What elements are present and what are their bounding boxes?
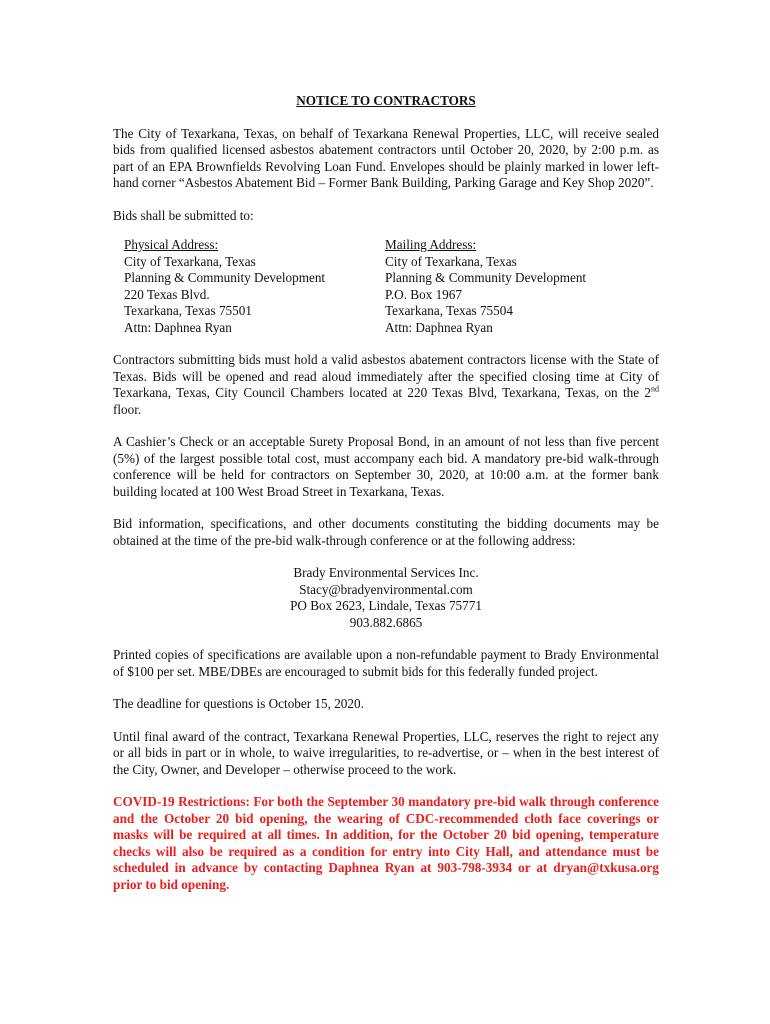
address-line: Texarkana, Texas 75501 (124, 303, 252, 318)
brady-phone: 903.882.6865 (349, 614, 423, 630)
physical-address-heading: Physical Address: (124, 237, 219, 252)
intro-paragraph: The City of Texarkana, Texas, on behalf of Texarkana Renewal Properties, LLC, will receive sealed bids from qualified licensed asbestos abatement contractors until October 20, 2020, by 2:00 p.m. as part of an EPA Brownfields Revolving Loan Fund. Envelopes should be plainly marked in lower left-hand corner “Asbestos Abatement Bid – Former Bank Building, Parking Garage and Key Shop 2020”. (113, 125, 659, 190)
physical-address (124, 237, 385, 336)
brady-email: Stacy@bradyenvironmental.com (299, 581, 473, 597)
address-line: Attn: Daphnea Ryan (385, 319, 493, 335)
address-line: Attn: Daphnea Ryan (124, 319, 232, 335)
brady-contact (113, 565, 659, 631)
submit-to-label: Bids shall be submitted to: (113, 207, 254, 223)
address-line: Planning & Community Development (385, 270, 587, 285)
address-line: City of Texarkana, Texas (385, 253, 517, 269)
covid-restrictions: COVID-19 Restrictions: For both the September 30 mandatory pre-bid walk through conference and the October 20 bid opening, the wearing of CDC-recommended cloth face coverings or masks will be required at all times. In addition, for the October 20 bid opening, temperature checks will also be required as a condition for entry into City Hall, and attendance must be scheduled in advance by contacting Daphnea Ryan at 903-798-3934 or at dryan@txkusa.org prior to bid opening. (113, 794, 659, 892)
brady-address: PO Box 2623, Lindale, Texas 75771 (290, 598, 482, 613)
printed-copies-paragraph: Printed copies of specifications are available upon a non-refundable payment to Brady Environmental of $100 per set. MBE/DBEs are encouraged to submit bids for this federally funded project. (113, 647, 659, 679)
document-page (113, 93, 659, 893)
mailing-address (385, 237, 646, 336)
address-line: Planning & Community Development (124, 270, 326, 285)
deadline-paragraph: The deadline for questions is October 15, 2020. (113, 696, 364, 711)
brady-name: Brady Environmental Services Inc. (293, 565, 479, 580)
mailing-address-heading: Mailing Address: (385, 237, 477, 252)
license-paragraph (113, 352, 659, 418)
address-line: P.O. Box 1967 (385, 286, 462, 302)
notice-title: NOTICE TO CONTRACTORS (296, 93, 476, 108)
address-line: Texarkana, Texas 75504 (385, 303, 513, 318)
address-line: City of Texarkana, Texas (124, 253, 256, 269)
bond-paragraph: A Cashier’s Check or an acceptable Surety Proposal Bond, in an amount of not less than five percent (5%) of the largest possible total cost, must accompany each bid. A mandatory pre-bid walk-through conference will be held for contractors on September 30, 2020, at 10:00 a.m. at the former bank building located at 100 West Broad Street in Texarkana, Texas. (113, 434, 659, 499)
license-tail: floor. (113, 401, 142, 417)
address-line: 220 Texas Blvd. (124, 286, 210, 302)
documents-paragraph: Bid information, specifications, and other documents constituting the bidding documents may be obtained at the time of the pre-bid walk-through conference or at the following address: (113, 516, 659, 548)
address-block (113, 237, 659, 336)
license-text: Contractors submitting bids must hold a valid asbestos abatement contractors license with the State of Texas. Bids will be opened and read aloud immediately after the specified closing time at City of Texarkana, Texas, City Council Chambers located at 220 Texas Blvd, Texarkana, Texas, on the 2 (113, 352, 659, 400)
ordinal-suffix: nd (651, 384, 659, 394)
award-paragraph: Until final award of the contract, Texarkana Renewal Properties, LLC, reserves the right to reject any or all bids in part or in whole, to waive irregularities, to re-advertise, or – when in the best interest of the City, Owner, and Developer – otherwise proceed to the work. (113, 728, 659, 777)
